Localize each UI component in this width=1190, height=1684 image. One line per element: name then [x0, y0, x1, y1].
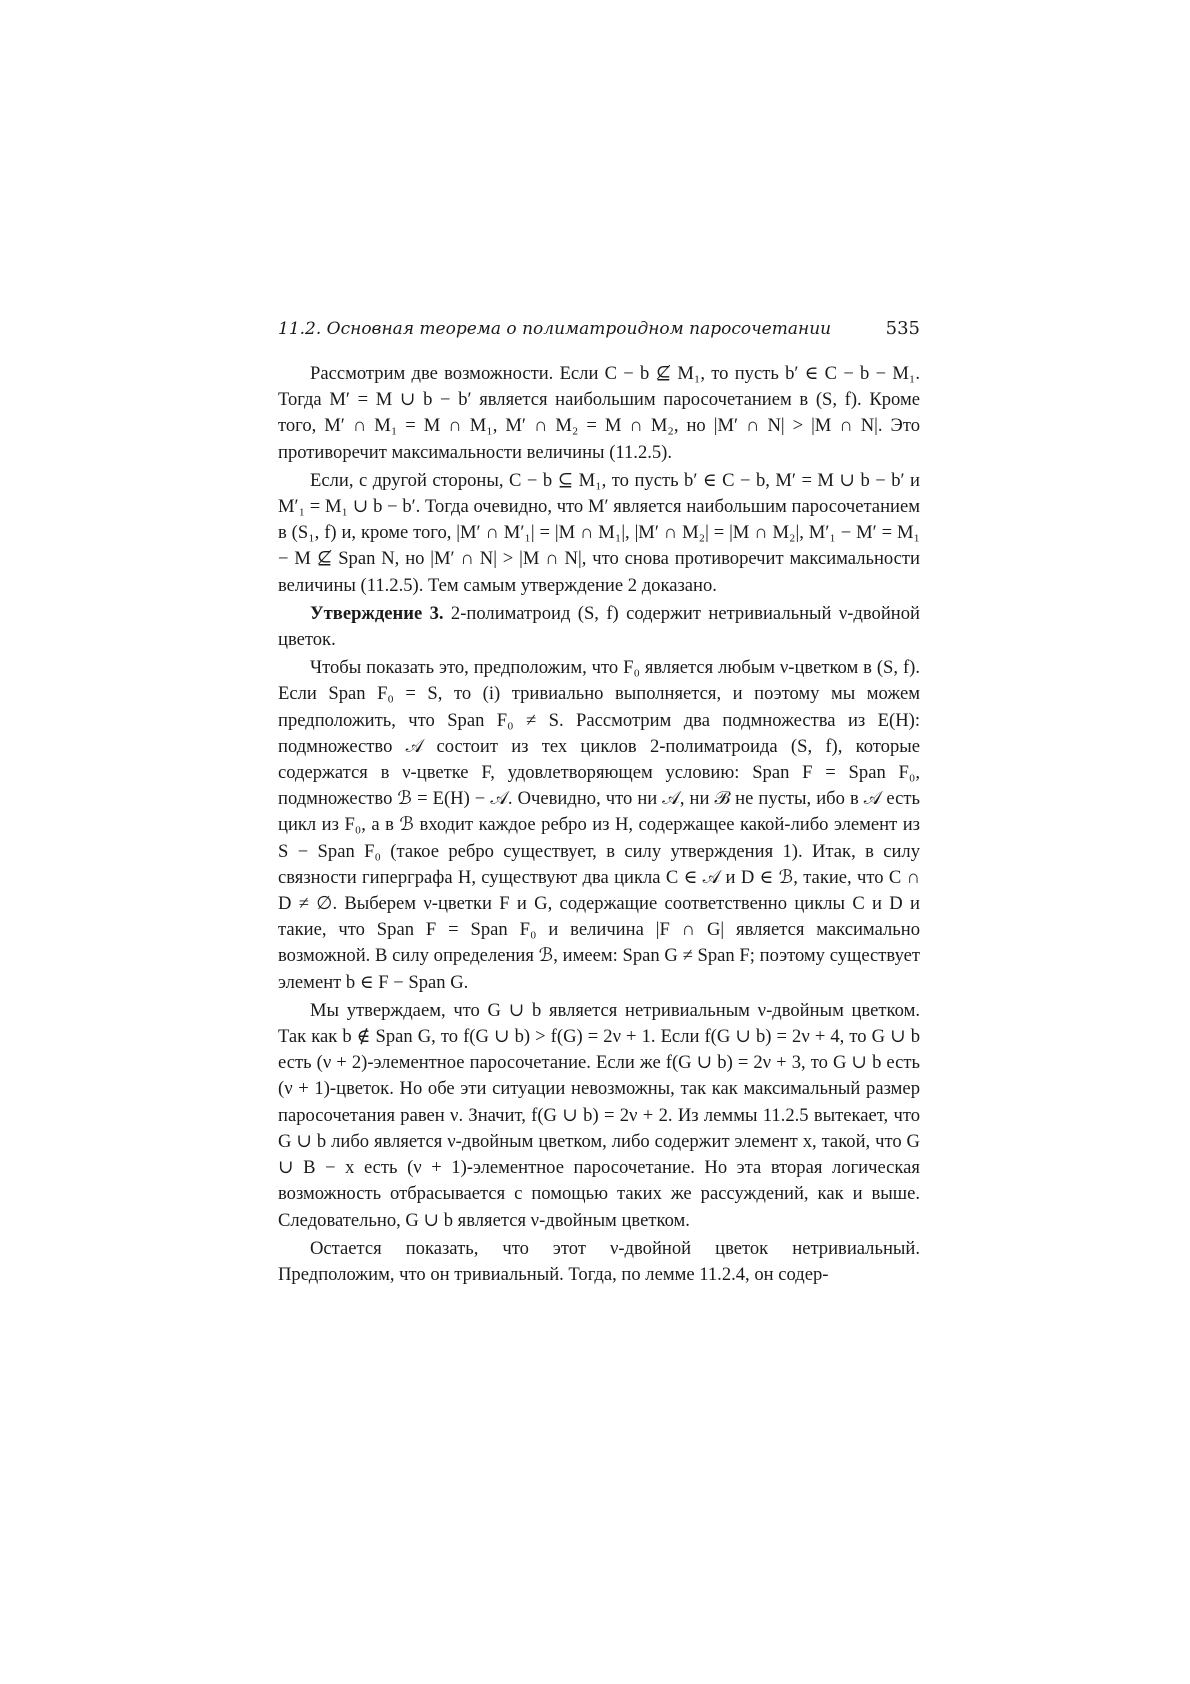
book-page — [278, 318, 920, 1288]
paragraph — [278, 361, 920, 466]
body-text — [278, 361, 920, 1288]
running-head — [278, 318, 920, 339]
section-title: 11.2. Основная теорема о полиматроидном паросочетании — [278, 319, 832, 339]
paragraph-text: Мы утверждаем, что G ∪ b является нетривиальным ν-двойным цветком. Так как b ∉ Span G, то f(G ∪ b) > f(G) = 2ν + 1. Если f(G ∪ b) = 2ν + 4, то G ∪ b есть (ν + 2)-элементное паросочетание. Если же f(G ∪ b) = 2ν + 3, то G ∪ b есть (ν + 1)-цветок. Но обе эти ситуации невозможны, так как максимальный размер паросочетания равен ν. Значит, f(G ∪ b) = 2ν + 2. Из леммы 11.2.5 вытекает, что G ∪ b либо является ν-двойным цветком, либо содержит элемент x, такой, что G ∪ B − x есть (ν + 1)-элементное паросочетание. Но эта вторая логическая возможность отбрасывается с помощью таких же рассуждений, как и выше. Следовательно, G ∪ b является ν-двойным цветком. — [278, 999, 920, 1231]
statement-label: Утверждение 3. — [310, 602, 444, 624]
paragraph — [278, 468, 920, 599]
paragraph-text: 2-полиматроид (S, f) содержит нетривиальный ν-двойной цветок. — [278, 602, 920, 651]
statement-paragraph — [278, 601, 920, 653]
page-number: 535 — [885, 318, 920, 339]
paragraph-text: Чтобы показать это, предположим, что F₀ является любым ν-цветком в (S, f). Если Span F₀ = S, то (i) тривиально выполняется, и поэтому мы можем предположить, что Span F₀ ≠ S. Рассмотрим два подмножества из E(H): подмножество 𝒜 состоит из тех циклов 2-полиматроида (S, f), которые содержатся в ν-цветке F, удовлетворяющем условию: Span F = Span F₀, подмножество ℬ = E(H) − 𝒜. Очевидно, что ни 𝒜, ни ℬ не пусты, ибо в 𝒜 есть цикл из F₀, а в ℬ входит каждое ребро из H, содержащее какой-либо элемент из S − Span F₀ (такое ребро существует, в силу утверждения 1). Итак, в силу связности гиперграфа H, существуют два цикла C ∈ 𝒜 и D ∈ ℬ, такие, что C ∩ D ≠ ∅. Выберем ν-цветки F и G, содержащие соответственно циклы C и D и такие, что Span F = Span F₀ и величина |F ∩ G| является максимально возможной. В силу определения ℬ, имеем: Span G ≠ Span F; поэтому существует элемент b ∈ F − Span G. — [278, 657, 920, 993]
paragraph-text: Остается показать, что этот ν-двойной цветок нетривиальный. Предположим, что он тривиальный. Тогда, по лемме 11.2.4, он содер- — [278, 1237, 920, 1285]
paragraph-text: Если, с другой стороны, C − b ⊆ M₁, то пусть b′ ∈ C − b, M′ = M ∪ b − b′ и M′₁ = M₁ ∪ b − b′. Тогда очевидно, что M′ является наибольшим паросочетанием в (S₁, f) и, кроме того, |M′ ∩ M′₁| = |M ∩ M₁|, |M′ ∩ M₂| = |M ∩ M₂|, M′₁ − M′ = M₁ − M ⊈ Span N, но |M′ ∩ N| > |M ∩ N|, что снова противоречит максимальности величины (11.2.5). Тем самым утверждение 2 доказано. — [278, 469, 920, 596]
paragraph — [278, 655, 920, 996]
paragraph — [278, 1236, 920, 1288]
paragraph — [278, 998, 920, 1234]
paragraph-text: Рассмотрим две возможности. Если C − b ⊈ M₁, то пусть b′ ∈ C − b − M₁. Тогда M′ = M ∪ b − b′ является наибольшим паросочетанием в (S, f). Кроме того, M′ ∩ M₁ = M ∩ M₁, M′ ∩ M₂ = M ∩ M₂, но |M′ ∩ N| > |M ∩ N|. Это противоречит максимальности величины (11.2.5). — [278, 363, 920, 463]
